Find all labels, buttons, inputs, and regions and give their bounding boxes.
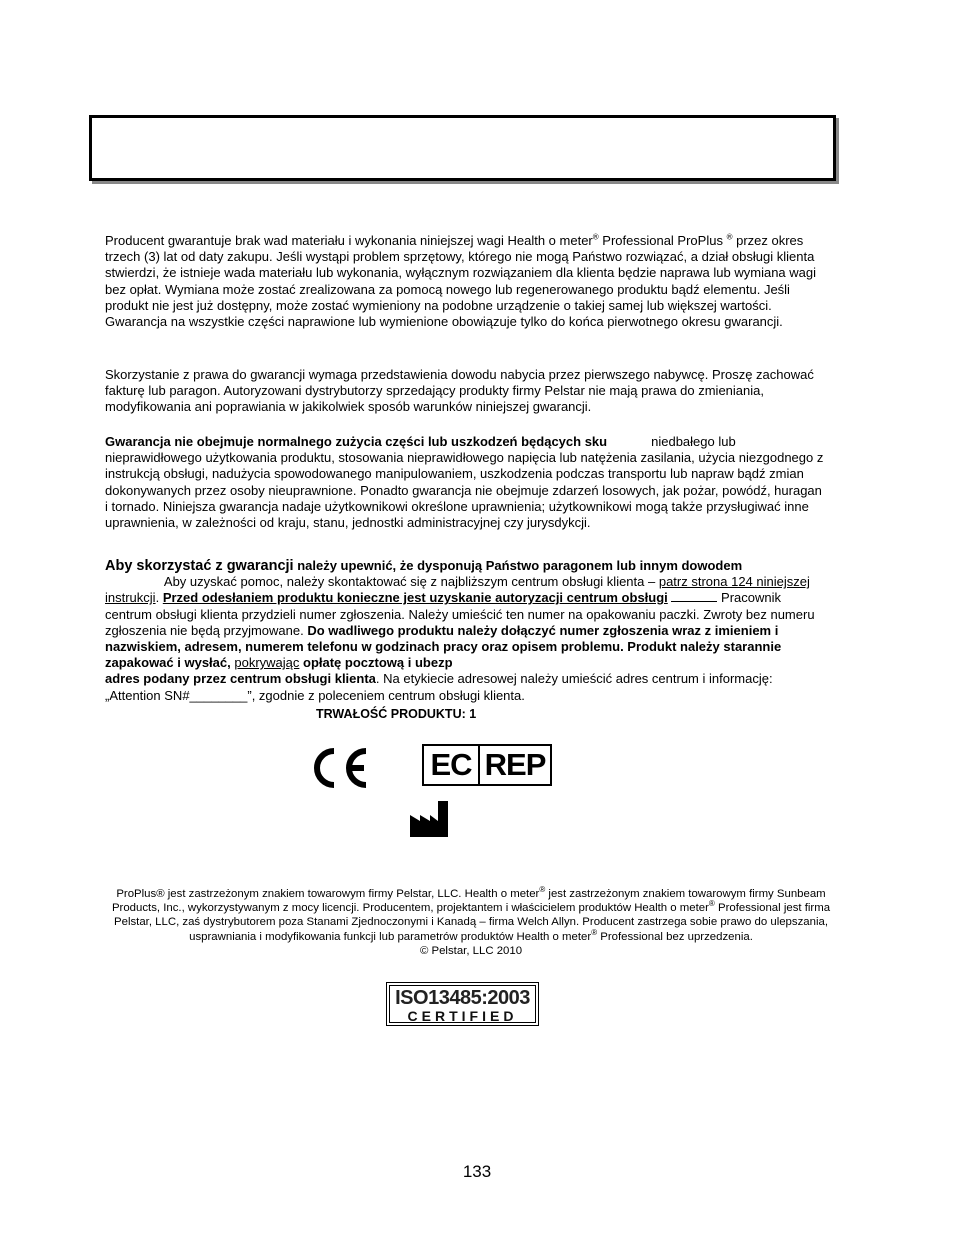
footer-text-a: ProPlus® jest zastrzeżonym znakiem towarowym firmy Pelstar, LLC. Health o meter xyxy=(116,888,540,900)
p4-lead: Aby skorzystać z gwarancji xyxy=(105,558,294,574)
product-durability: TRWAŁOŚĆ PRODUKTU: 1 xyxy=(316,707,477,721)
iso-certified-logo xyxy=(386,982,539,1026)
copyright: © Pelstar, LLC 2010 xyxy=(419,944,523,957)
footer-text-b: jest zastrzeżonym znakiem towarowym firmy Sunbeam Products, Inc., wykorzystywanym z mocy licencji. Producentem, projektantem i właścicielem produktów Health o meter xyxy=(111,888,826,915)
p1-text-a: Producent gwarantuje brak wad materiału i wykonania niniejszej wagi Health o meter xyxy=(105,233,593,248)
p4-rest: . Na etykiecie adresowej należy umieścić adres centrum i informację: „Attention SN#________”, zgodnie z poleceniem centrum obsługi klienta. xyxy=(105,671,773,703)
warranty-paragraph-4 xyxy=(105,558,827,704)
ec-rep-symbol xyxy=(422,744,552,786)
p4-bold-1: Do wadliwego produktu należy dołączyć numer zgłoszenia wraz z imieniem i nazwiskiem, adresem, numerem telefonu w godzinach pracy oraz opisem problemu. Produkt należy starannie zapakować i wysłać, xyxy=(105,622,782,671)
warranty-paragraph-1 xyxy=(105,233,827,330)
ec-label: EC xyxy=(424,746,480,784)
ce-mark-icon xyxy=(312,747,372,789)
p4-cover: pokrywając xyxy=(234,655,300,671)
p4-bold-3: adres podany przez centrum obsługi klienta xyxy=(105,671,376,687)
p3-bold-text: Gwarancja nie obejmuje normalnego zużycia części lub uszkodzeń będących sku xyxy=(105,434,608,449)
iso-standard-text: ISO13485:2003 xyxy=(395,987,530,1009)
registered-mark: ® xyxy=(592,232,599,242)
iso-certified-text: CERTIFIED xyxy=(407,1008,518,1024)
registered-mark: ® xyxy=(726,232,733,242)
warranty-paragraph-2: Skorzystanie z prawa do gwarancji wymaga przedstawienia dowodu nabycia przez pierwszego nabywcę. Proszę zachować fakturę lub paragon. Autoryzowani dystrybutorzy sprzedający produkty firmy Pelstar nie mają prawa do zmieniania, modyfikowania ani poprawiania w jakikolwiek sposób warunków niniejszej gwarancji. xyxy=(105,367,814,415)
footer-text-c: Professional jest firma Pelstar, LLC, zaś dystrybutorem poza Stanami Zjednoczonymi i Kanadą – firma Welch Allyn. Producent zastrzega sobie prawo do ulepszania, usprawniania i modyfikowania funkcji lub parametrów produktów Health o meter xyxy=(114,902,831,943)
registered-mark: ® xyxy=(539,885,546,895)
p4-help: Aby uzyskać pomoc, należy skontaktować się z najbliższym centrum obsługi klienta – xyxy=(161,574,659,590)
p1-text-b: Professional ProPlus xyxy=(598,233,727,248)
manufacturer-factory-icon xyxy=(410,801,450,837)
p4-bold-2: opłatę pocztową i ubezp xyxy=(299,655,453,671)
p4-lead-rest: należy upewnić, że dysponują Państwo paragonem lub innym dowodem xyxy=(293,558,743,573)
registered-mark: ® xyxy=(591,927,598,937)
p3-text: niedbałego lub nieprawidłowego użytkowania produktu, stosowania nieprawidłowego napięcia lub natężenia zasilania, użycia niezgodnego z instrukcją obsługi, nadużycia spowodowanego manipulowaniem, uszkodzenia podczas transportu lub napraw bądź zmian dokonywanych przez osoby nieuprawnione. Ponadto gwarancja nie obejmuje zdarzeń losowych, jak pożar, powódź, huragan i tornado. Niniejsza gwarancja nadaje użytkownikowi określone uprawnienia; użytkownikowi mogą także przysługiwać inne uprawnienia, w zależności od kraju, stanu, jednostki administracyjnej czy jurysdykcji. xyxy=(105,434,824,531)
section-header-box xyxy=(89,115,836,181)
p4-dot: . xyxy=(155,590,163,606)
service-center-page-link[interactable]: patrz strona 124 niniejszej instrukcji xyxy=(105,574,810,606)
p4-assign: Pracownik centrum obsługi klienta przydzieli numer zgłoszenia. Należy umieścić ten numer na opakowaniu paczki. Zwroty bez numeru zgłoszenia nie będą przyjmowane. xyxy=(105,590,815,638)
footer-legal-text xyxy=(98,887,844,958)
p4-authorization: Przed odesłaniem produktu konieczne jest uzyskanie autoryzacji centrum obsługi xyxy=(162,590,668,606)
warranty-paragraph-3 xyxy=(105,434,827,531)
page-number: 133 xyxy=(462,1162,492,1181)
rep-label: REP xyxy=(484,747,546,782)
footer-text-d: Professional bez uprzedzenia. xyxy=(597,930,753,943)
p1-text-c: przez okres trzech (3) lat od daty zakupu. Jeśli wystąpi problem sprzętowy, którego nie mogą Państwo rozwiązać, a dział obsługi klienta stwierdzi, że istnieje wada materiału lub wykonania, wyłącznym rozwiązaniem dla klienta będzie naprawa lub wymiana wagi bez opłat. Wymiana może zostać zrealizowana za pomocą nowego lub regenerowanego produktu bądź elementu. Jeśli produkt nie jest już dostępny, może zostać wymieniony na podobne urządzenie o takiej samej lub większej wartości. Gwarancja na wszystkie części naprawione lub wymienione obowiązuje tylko do końca pierwotnego okresu gwarancji. xyxy=(105,233,817,330)
registered-mark: ® xyxy=(708,899,715,909)
